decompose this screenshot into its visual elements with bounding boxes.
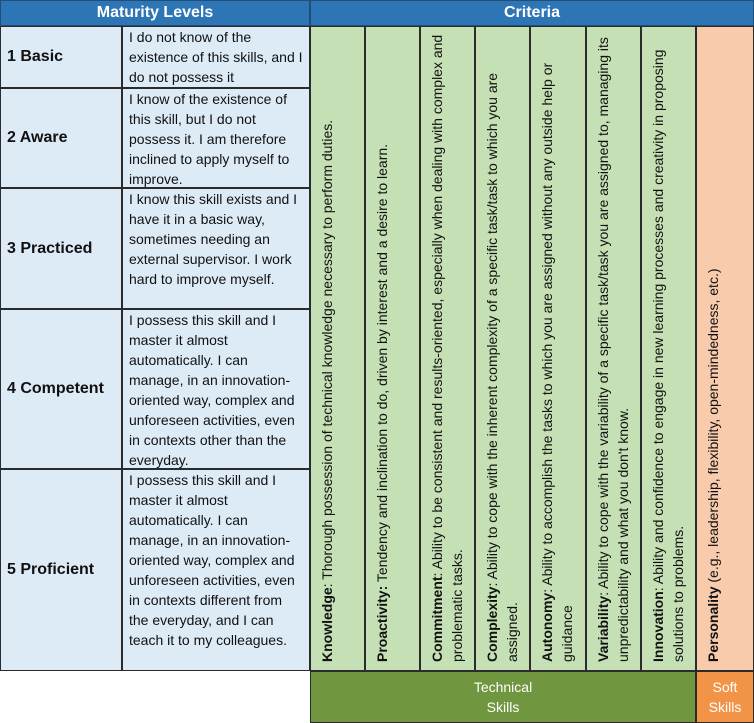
level-description-proficient: I possess this skill and I master it almost automatically. I can manage, in an innovation-oriented way, complex and unforeseen activities, even in contexts different from the everyday, and I can teach it to my colleagues.	[122, 469, 310, 671]
criterion-term: Knowledge	[319, 587, 335, 662]
criterion-text: Innovation: Ability and confidence to engage in new learning processes and creativity in proposing solutions to problems.	[650, 49, 686, 662]
criterion-description: Ability and confidence to engage in new learning processes and creativity in proposing solutions to problems.	[650, 49, 686, 662]
criterion-text	[366, 27, 419, 670]
criterion-term: Complexity	[484, 586, 500, 662]
criterion-term: Personality	[705, 586, 721, 662]
maturity-levels-header: Maturity Levels	[0, 0, 310, 26]
criterion-text: Variability: Ability to cope with the variability of a specific task/task you are assigned to, managing its unpredictability and what you don't know.	[595, 37, 631, 662]
criterion-innovation	[641, 26, 696, 671]
criterion-text: Knowledge: Thorough possession of technical knowledge necessary to perform duties.	[319, 119, 335, 662]
soft-skills-label: Soft Skills	[696, 671, 754, 723]
criterion-term: Proactivity:	[374, 585, 390, 662]
criterion-description: (e.g., leadership, flexibility, open-mindedness, etc.)	[705, 268, 721, 583]
criterion-text: Complexity: Ability to cope with the inherent complexity of a specific task/task to which you are assigned.	[484, 72, 520, 662]
level-name-practiced: 3 Practiced	[0, 188, 122, 309]
criterion-term: Autonomy	[539, 592, 555, 662]
criteria-header: Criteria	[310, 0, 754, 26]
criterion-description: Ability to accomplish the tasks to which you are assigned without any outside help or guidance	[539, 62, 575, 662]
criterion-description: Tendency and inclination to do, driven by interest and a desire to learn.	[374, 143, 390, 583]
criterion-description: Ability to be consistent and results-oriented, especially when dealing with complex and problematic tasks.	[429, 34, 465, 662]
level-name-aware: 2 Aware	[0, 88, 122, 188]
level-name-proficient: 5 Proficient	[0, 469, 122, 671]
criterion-description: Ability to cope with the inherent complexity of a specific task/task to which you are assigned.	[484, 72, 520, 662]
criterion-knowledge	[310, 26, 365, 671]
criterion-proactivity	[365, 26, 420, 671]
level-name-basic: 1 Basic	[0, 26, 122, 88]
criterion-personality	[696, 26, 754, 671]
criterion-text	[697, 27, 753, 670]
level-description-competent: I possess this skill and I master it almost automatically. I can manage, in an innovation-oriented way, complex and unforeseen activities, even in contexts other than the everyday.	[122, 309, 310, 469]
criterion-description: Thorough possession of technical knowledge necessary to perform duties.	[319, 119, 335, 580]
level-name-competent: 4 Competent	[0, 309, 122, 469]
criterion-text: Commitment: Ability to be consistent and results-oriented, especially when dealing with complex and problematic tasks.	[429, 34, 465, 662]
criterion-variability	[586, 26, 641, 671]
criterion-autonomy	[530, 26, 586, 671]
criterion-commitment	[420, 26, 475, 671]
criterion-term: Variability	[595, 595, 611, 662]
criterion-description: Ability to cope with the variability of a specific task/task you are assigned to, managing its unpredictability and what you don't know.	[595, 37, 631, 662]
level-description-aware: I know of the existence of this skill, but I do not possess it. I am therefore inclined to apply myself to improve.	[122, 88, 310, 188]
level-description-basic: I do not know of the existence of this skills, and I do not possess it	[122, 26, 310, 88]
criterion-term: Commitment	[429, 576, 445, 662]
criterion-text: Autonomy: Ability to accomplish the tasks to which you are assigned without any outside help or guidance	[539, 62, 575, 662]
criterion-complexity	[475, 26, 530, 671]
technical-skills-label: Technical Skills	[310, 671, 696, 723]
level-description-practiced: I know this skill exists and I have it in a basic way, sometimes needing an external supervisor. I work hard to improve myself.	[122, 188, 310, 309]
criterion-term: Innovation	[650, 591, 666, 662]
